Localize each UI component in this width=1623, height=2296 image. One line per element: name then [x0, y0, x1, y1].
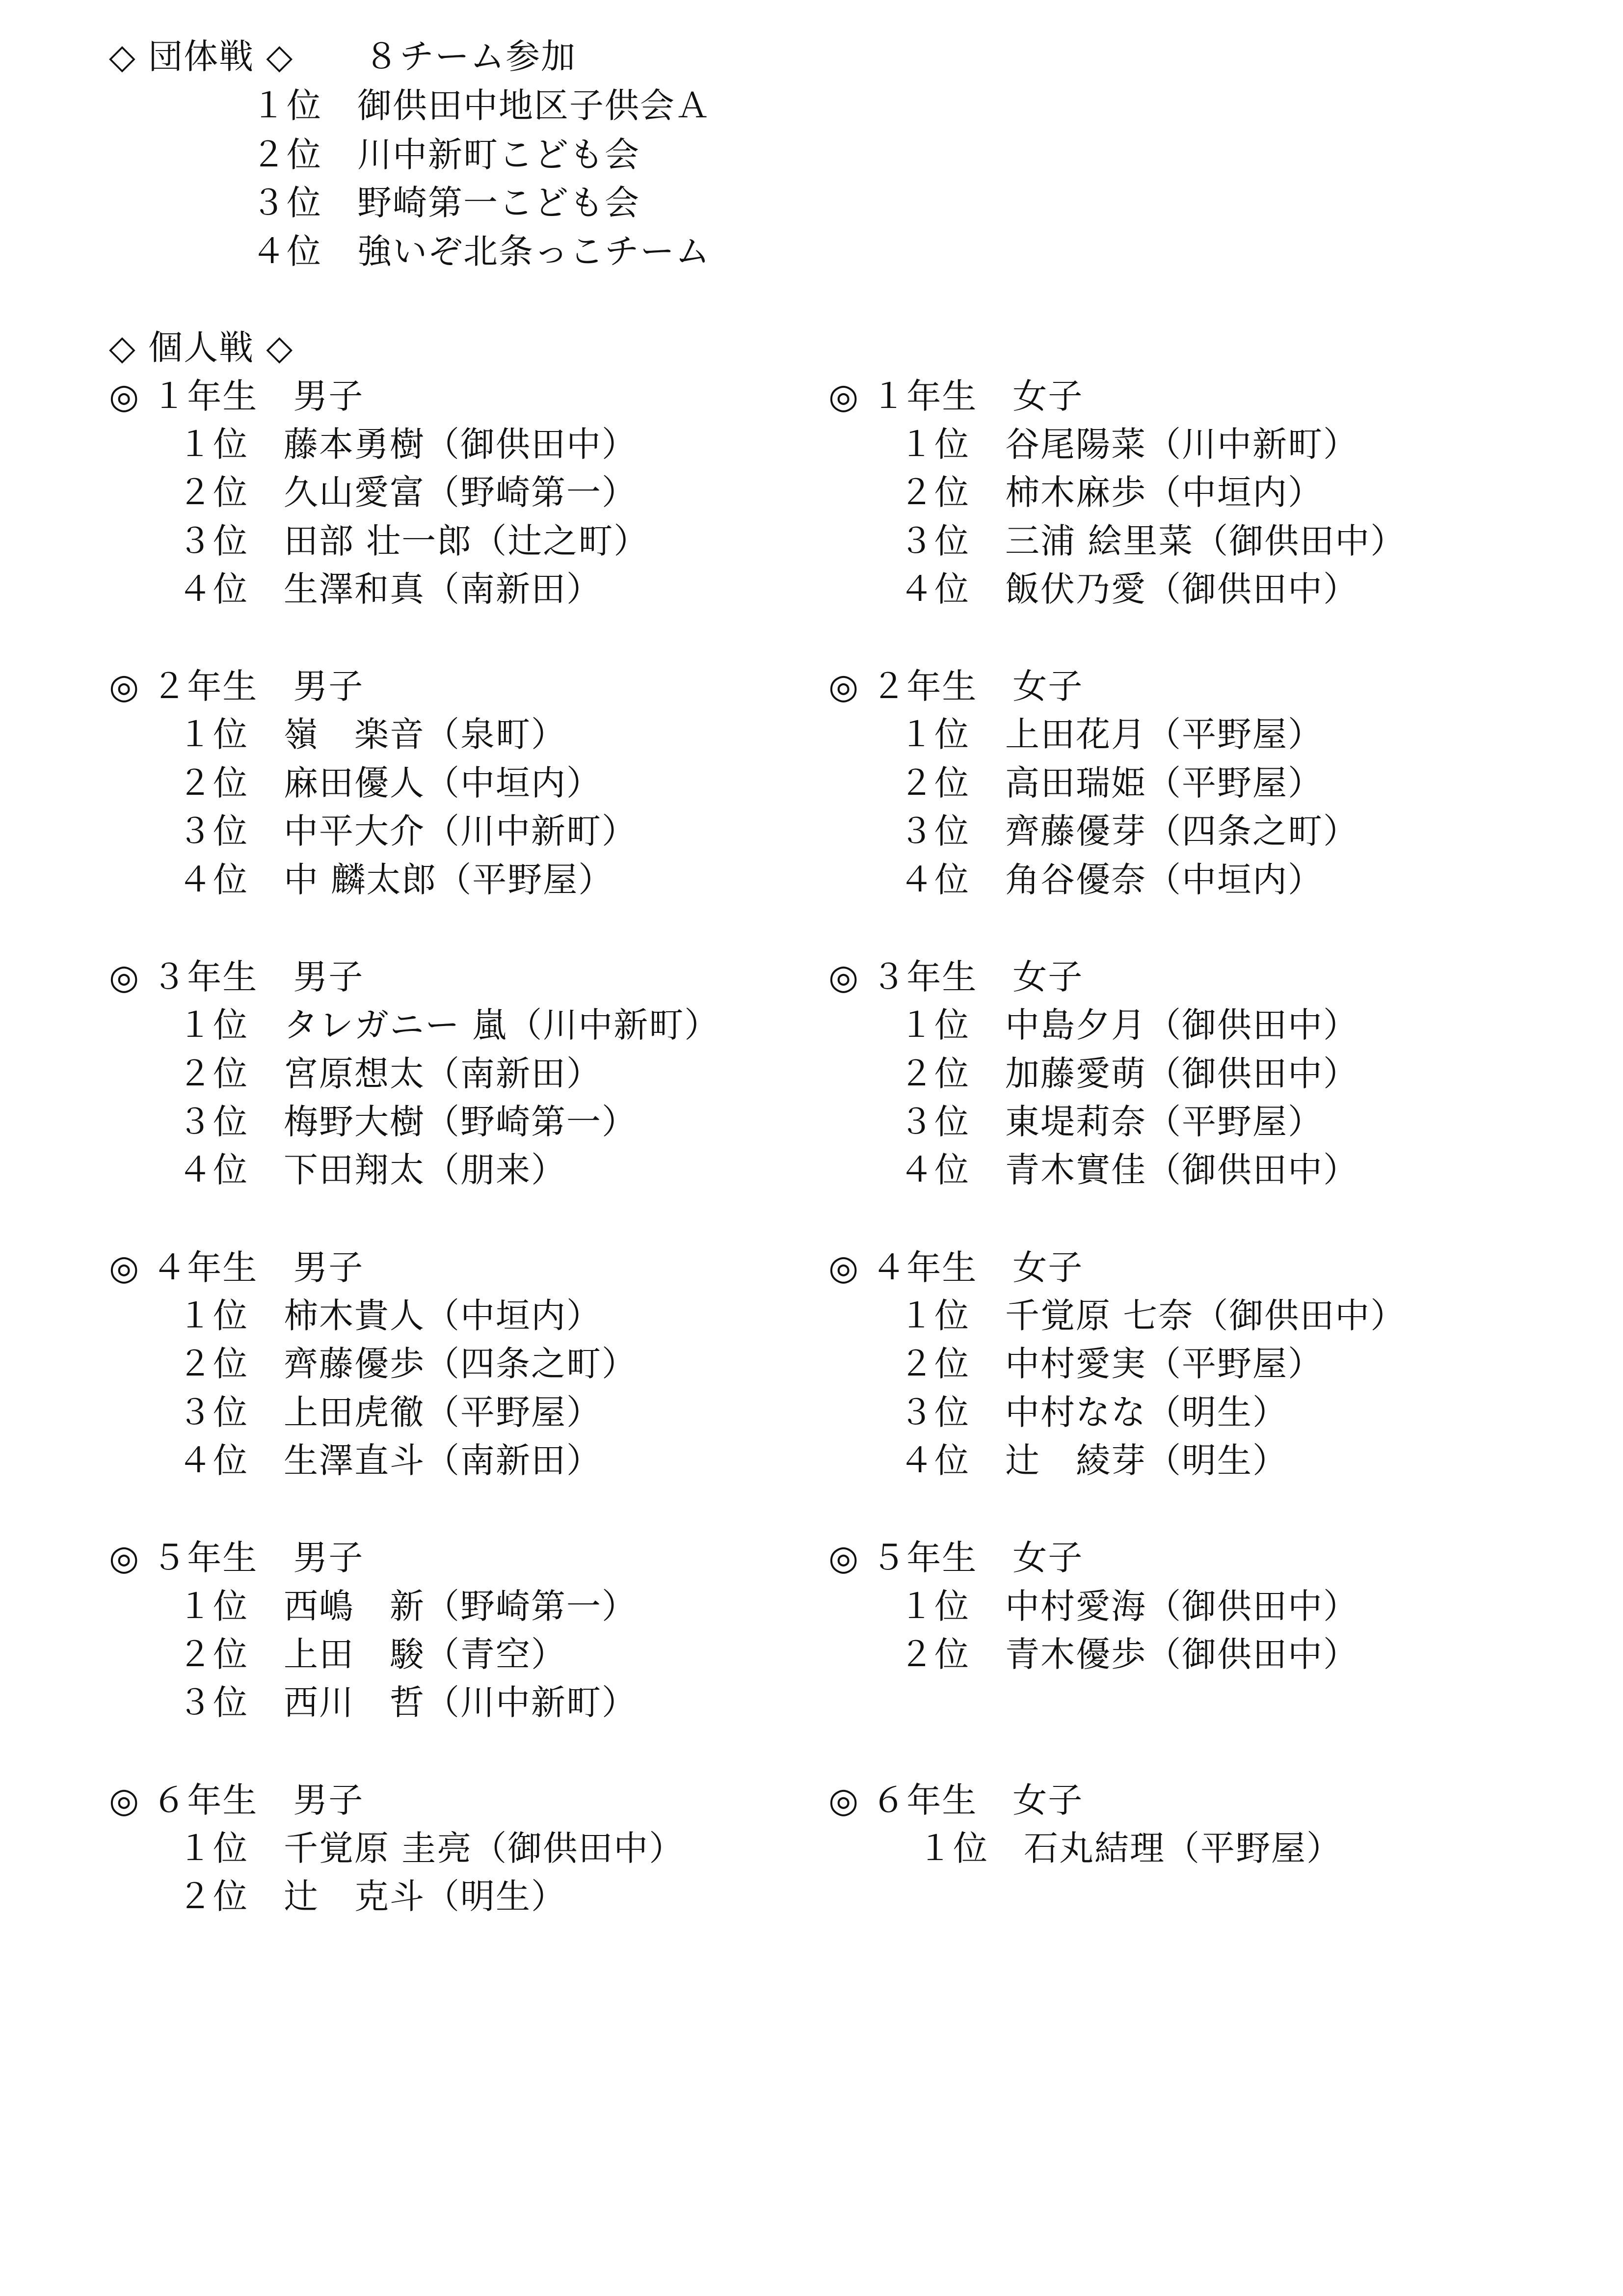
category-title-girls: ◎ １年生 女子 — [828, 376, 1084, 416]
ranking-row: ２位 青木優歩（御供田中） — [899, 1634, 1358, 1675]
ranking-row: ３位 上田虎徹（平野屋） — [178, 1392, 602, 1432]
ranking-row: ３位 田部 壮一郎（辻之町） — [178, 521, 649, 561]
team-result-row: １位 御供田中地区子供会Ａ — [251, 85, 711, 126]
ranking-row: ２位 麻田優人（中垣内） — [178, 763, 602, 803]
ranking-row: １位 中村愛海（御供田中） — [899, 1586, 1358, 1626]
individual-competition-header: ◇ 個人戦 ◇ — [109, 327, 294, 368]
ranking-row: １位 西嶋 新（野崎第一） — [178, 1586, 637, 1626]
ranking-row: １位 柿木貴人（中垣内） — [178, 1296, 602, 1336]
ranking-row: ２位 辻 克斗（明生） — [178, 1876, 566, 1917]
ranking-row: ４位 生澤和真（南新田） — [178, 569, 602, 609]
category-title-boys: ◎ ３年生 男子 — [109, 957, 364, 997]
category-title-girls: ◎ ２年生 女子 — [828, 666, 1084, 706]
ranking-row: ３位 梅野大樹（野崎第一） — [178, 1102, 637, 1142]
ranking-row: ３位 東堤莉奈（平野屋） — [899, 1102, 1323, 1142]
ranking-row: ３位 三浦 絵里菜（御供田中） — [899, 521, 1406, 561]
category-title-girls: ◎ ６年生 女子 — [828, 1780, 1084, 1820]
ranking-row: ４位 角谷優奈（中垣内） — [899, 860, 1323, 900]
ranking-row: １位 中島夕月（御供田中） — [899, 1005, 1358, 1045]
ranking-row: ３位 齊藤優芽（四条之町） — [899, 811, 1358, 851]
ranking-row: ２位 齊藤優歩（四条之町） — [178, 1344, 637, 1384]
team-result-row: ４位 強いぞ北条っこチーム — [251, 231, 711, 271]
ranking-row: １位 上田花月（平野屋） — [899, 714, 1323, 755]
ranking-row: １位 千覚原 七奈（御供田中） — [899, 1296, 1406, 1336]
ranking-row: ４位 飯伏乃愛（御供田中） — [899, 569, 1358, 609]
ranking-row: １位 タレガニー 嵐（川中新町） — [178, 1005, 720, 1045]
ranking-row: １位 千覚原 圭亮（御供田中） — [178, 1828, 685, 1868]
category-title-girls: ◎ ４年生 女子 — [828, 1247, 1084, 1288]
ranking-row: ３位 西川 哲（川中新町） — [178, 1682, 637, 1723]
ranking-row: １位 石丸結理（平野屋） — [918, 1828, 1342, 1868]
team-result-row: ２位 川中新町こども会 — [251, 135, 640, 175]
ranking-row: ２位 宮原想太（南新田） — [178, 1053, 602, 1094]
category-title-boys: ◎ ５年生 男子 — [109, 1538, 364, 1578]
category-title-boys: ◎ ６年生 男子 — [109, 1780, 364, 1820]
ranking-row: ２位 上田 駿（青空） — [178, 1634, 566, 1675]
ranking-row: ４位 生澤直斗（南新田） — [178, 1440, 602, 1481]
ranking-row: ３位 中村なな（明生） — [899, 1392, 1288, 1432]
team-competition-header: ◇ 団体戦 ◇ ８チーム参加 — [109, 36, 577, 77]
ranking-row: １位 嶺 楽音（泉町） — [178, 714, 566, 755]
ranking-row: ４位 辻 綾芽（明生） — [899, 1440, 1288, 1481]
ranking-row: ２位 高田瑞姫（平野屋） — [899, 763, 1323, 803]
category-title-boys: ◎ １年生 男子 — [109, 376, 364, 416]
ranking-row: ３位 中平大介（川中新町） — [178, 811, 637, 851]
ranking-row: ４位 青木實佳（御供田中） — [899, 1150, 1358, 1190]
category-title-girls: ◎ ５年生 女子 — [828, 1538, 1084, 1578]
category-title-boys: ◎ ２年生 男子 — [109, 666, 364, 706]
ranking-row: ４位 下田翔太（朋来） — [178, 1150, 566, 1190]
ranking-row: ２位 柿木麻歩（中垣内） — [899, 472, 1323, 513]
category-title-boys: ◎ ４年生 男子 — [109, 1247, 364, 1288]
ranking-row: ２位 加藤愛萌（御供田中） — [899, 1053, 1358, 1094]
ranking-row: １位 谷尾陽菜（川中新町） — [899, 424, 1358, 464]
category-title-girls: ◎ ３年生 女子 — [828, 957, 1084, 997]
team-result-row: ３位 野崎第一こども会 — [251, 183, 640, 223]
ranking-row: １位 藤本勇樹（御供田中） — [178, 424, 637, 464]
ranking-row: ２位 中村愛実（平野屋） — [899, 1344, 1323, 1384]
ranking-row: ２位 久山愛富（野崎第一） — [178, 472, 637, 513]
ranking-row: ４位 中 麟太郎（平野屋） — [178, 860, 614, 900]
